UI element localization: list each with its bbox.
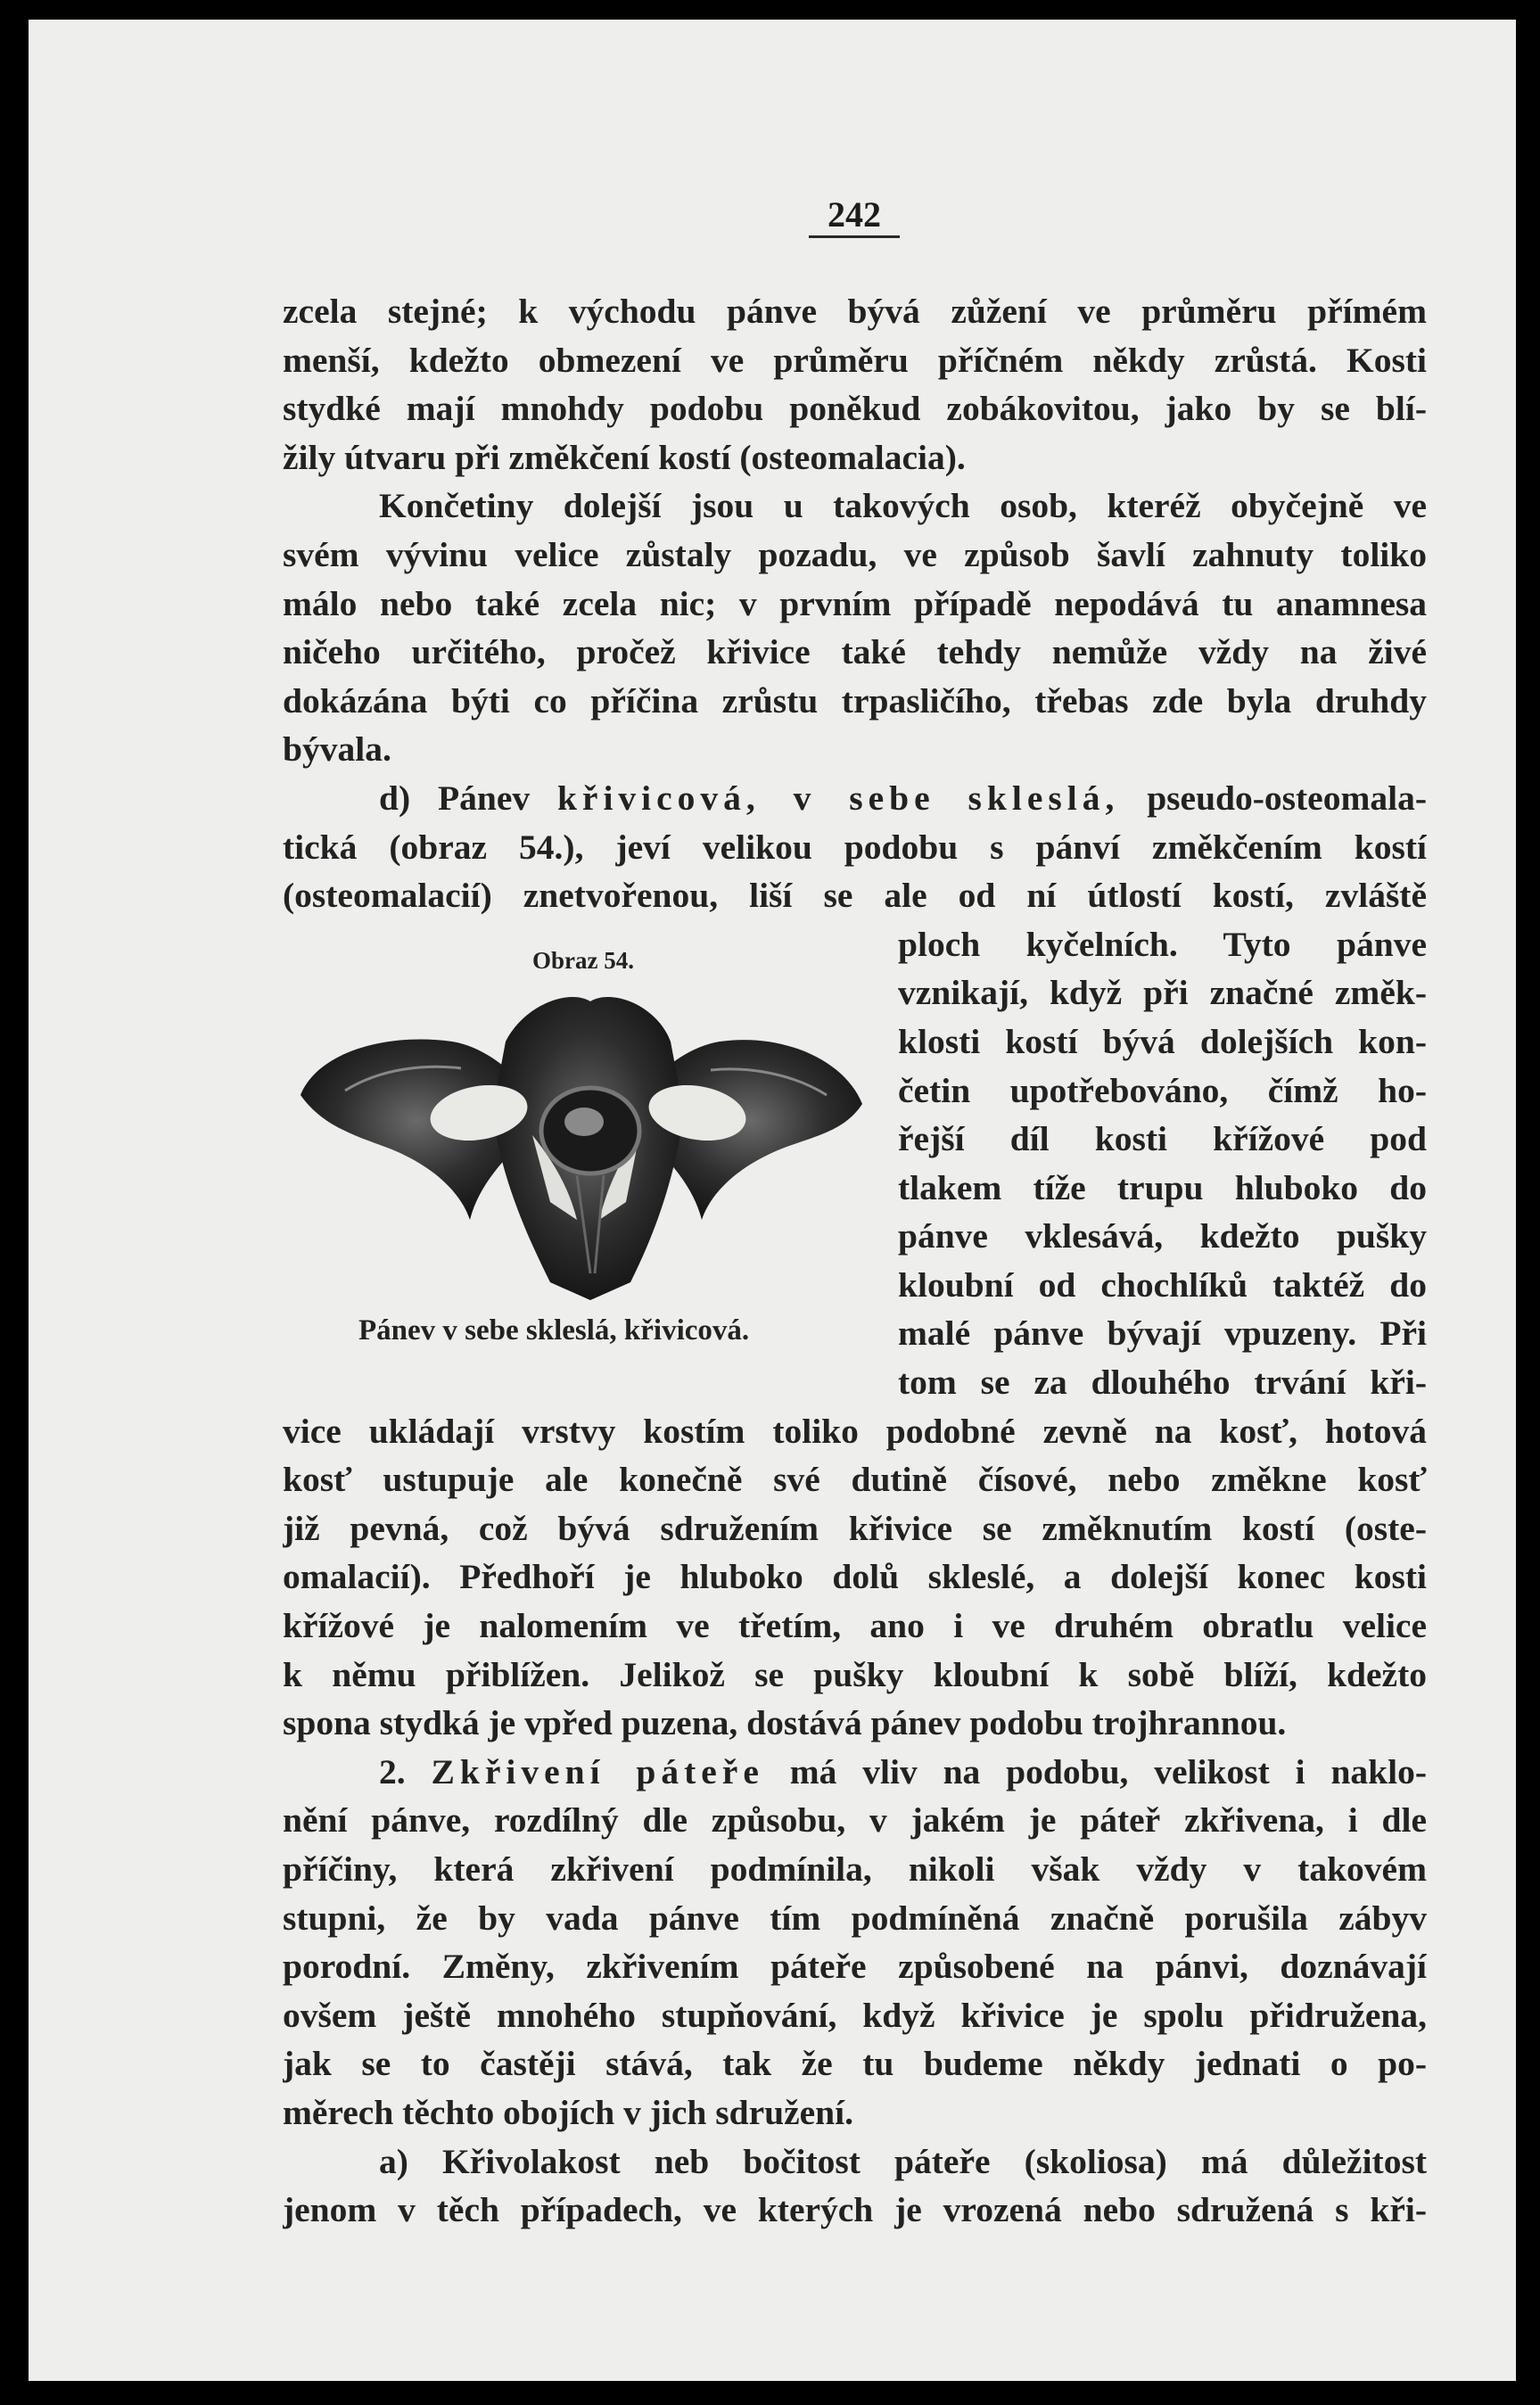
- text-line: omalacií). Předhoří je hluboko dolů skleslé, a dolejší konec kosti: [283, 1557, 1427, 1597]
- text-line: ploch kyčelních. Tyto pánve: [898, 924, 1427, 964]
- text-line: četin upotřebováno, čímž ho-: [898, 1070, 1427, 1110]
- text-line: pánve vklesává, kdežto pušky: [898, 1216, 1427, 1256]
- text-line: křížové je nalomením ve třetím, ano i ve druhém obratlu velice: [283, 1606, 1427, 1646]
- pelvis-illustration-icon: [283, 979, 880, 1309]
- text-line: již pevná, což bývá sdružením křivice se změknutím kostí (oste-: [283, 1508, 1427, 1548]
- text-line: [283, 1748, 1427, 1797]
- text-line: menší, kdežto obmezení ve průměru příčném někdy zrůstá. Kosti: [283, 340, 1427, 380]
- text-line: [283, 774, 1427, 823]
- text-line: zcela stejné; k východu pánve bývá zůžení ve průměru přímém: [283, 292, 1427, 331]
- text-line: měrech těchto obojích v jich sdružení.: [283, 2092, 853, 2132]
- text-line: stydké mají mnohdy podobu poněkud zobákovitou, jako by se blí-: [283, 389, 1427, 429]
- text-line: tická (obraz 54.), jeví velikou podobu s pánví změkčením kostí: [283, 827, 1427, 867]
- text-line: málo nebo také zcela nic; v prvním případě nepodává tu anamnesa: [283, 583, 1427, 623]
- text-line: vice ukládají vrstvy kostím toliko podobné zevně na kosť, hotová: [283, 1411, 1427, 1451]
- text-line: jenom v těch případech, ve kterých je vrozená nebo sdružená s kři-: [283, 2190, 1427, 2230]
- d-lead: d) Pánev: [379, 778, 557, 818]
- text-line: ovšem ještě mnohého stupňování, když křivice je spolu přidružena,: [283, 1995, 1427, 2035]
- page-sheet: [29, 20, 1516, 2381]
- text-line: řejší díl kosti křížové pod: [898, 1119, 1427, 1159]
- text-line: vznikají, když při značné změk-: [898, 973, 1427, 1013]
- text-line: kloubní od chochlíků taktéž do: [898, 1264, 1427, 1305]
- text-line: svém vývinu velice zůstaly pozadu, ve způsob šavlí zahnuty toliko: [283, 534, 1427, 574]
- text-line: klosti kostí bývá dolejších kon-: [898, 1021, 1427, 1061]
- section2-lead: 2.: [379, 1751, 432, 1791]
- text-line: spona stydká je vpřed puzena, dostává pánev podobu trojhrannou.: [283, 1703, 1287, 1743]
- text-line: jak se to častěji stává, tak že tu budeme někdy jednati o po-: [283, 2044, 1427, 2084]
- text-line: malé pánve bývají vpuzeny. Při: [898, 1314, 1427, 1354]
- text-line: bývala.: [283, 729, 391, 770]
- d-rest: pseudo-osteomala-: [1119, 778, 1427, 818]
- d-spaced-term: křivicová, v sebe skleslá,: [556, 778, 1120, 818]
- figure-caption: Pánev v sebe skleslá, křivicová.: [358, 1314, 750, 1347]
- text-line: příčiny, která zkřivení podmínila, nikoli však vždy v takovém: [283, 1849, 1427, 1889]
- text-line: žily útvaru při změkčení kostí (osteomalacia).: [283, 437, 966, 477]
- text-line: Končetiny dolejší jsou u takových osob, kteréž obyčejně ve: [379, 486, 1427, 526]
- section2-rest: má vliv na podobu, velikost i naklo-: [763, 1751, 1427, 1791]
- text-line: ničeho určitého, pročež křivice také tehdy nemůže vždy na živé: [283, 632, 1427, 672]
- text-line: a) Křivolakost neb bočitost páteře (skoliosa) má důležitost: [379, 2141, 1427, 2181]
- figure-54: [283, 947, 880, 1375]
- figure-label: Obraz 54.: [532, 947, 634, 974]
- text-line: tlakem tíže trupu hluboko do: [898, 1167, 1427, 1207]
- text-line: porodní. Změny, zkřivením páteře způsobené na pánvi, doznávají: [283, 1947, 1427, 1987]
- section2-spaced-term: Zkřivení páteře: [431, 1751, 764, 1791]
- text-line: dokázána býti co příčina zrůstu trpasličího, třebas zde byla druhdy: [283, 680, 1427, 721]
- page-number: 242: [809, 194, 900, 238]
- text-line: kosť ustupuje ale konečně své dutině čísové, nebo změkne kosť: [283, 1460, 1427, 1500]
- text-line: (osteomalacií) znetvořenou, liší se ale od ní útlostí kostí, zvláště: [283, 876, 1427, 916]
- text-line: stupni, že by vada pánve tím podmíněná značně porušila zábyv: [283, 1898, 1427, 1938]
- text-line: k němu přiblížen. Jelikož se pušky kloubní k sobě blíží, kdežto: [283, 1654, 1427, 1694]
- text-line: tom se za dlouhého trvání kři-: [898, 1363, 1427, 1403]
- text-line: nění pánve, rozdílný dle způsobu, v jakém je páteř zkřivena, i dle: [283, 1800, 1427, 1841]
